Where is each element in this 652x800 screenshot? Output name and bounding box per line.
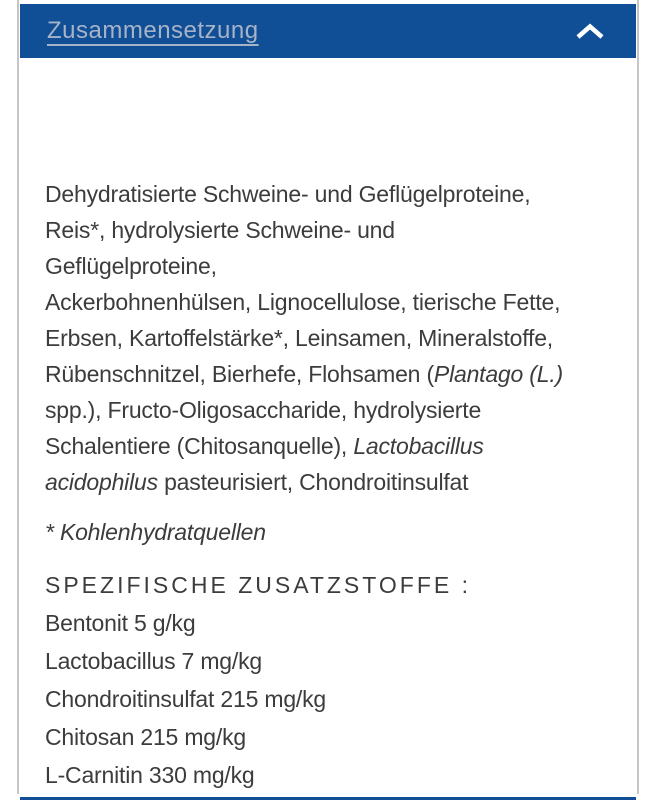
ingredient-text-segment: Rübenschnitzel, Bierhefe, Flohsamen ( bbox=[45, 361, 434, 387]
ingredient-text-segment: Ackerbohnenhülsen, Lignocellulose, tierische Fette, bbox=[45, 289, 561, 315]
ingredient-text-segment: Dehydratisierte Schweine- und Geflügelproteine, bbox=[45, 181, 531, 207]
additive-item: Lactobacillus 7 mg/kg bbox=[45, 648, 262, 674]
ingredient-text-segment: Erbsen, Kartoffelstärke*, Leinsamen, Mineralstoffe, bbox=[45, 325, 553, 351]
additives-list bbox=[45, 604, 610, 794]
ingredient-text-segment: pasteurisiert, Chondroitinsulfat bbox=[157, 469, 469, 495]
ingredients-text bbox=[45, 176, 610, 500]
additive-item: Chitosan 215 mg/kg bbox=[45, 724, 246, 750]
ingredient-line bbox=[45, 212, 610, 248]
ingredient-line bbox=[45, 464, 610, 500]
ingredient-line bbox=[45, 248, 610, 284]
ingredient-text-segment: Reis*, hydrolysierte Schweine- und bbox=[45, 217, 395, 243]
ingredient-text-segment: acidophilus bbox=[45, 469, 158, 495]
ingredient-line bbox=[45, 284, 610, 320]
ingredient-line bbox=[45, 320, 610, 356]
ingredient-line bbox=[45, 392, 610, 428]
additive-item: Bentonit 5 g/kg bbox=[45, 610, 196, 636]
panel-right-border bbox=[637, 0, 639, 794]
panel-left-border bbox=[17, 0, 19, 794]
ingredient-line bbox=[45, 176, 610, 212]
ingredient-text-segment: Plantago (L.) bbox=[433, 361, 564, 387]
ingredient-text-segment: Geflügelproteine, bbox=[45, 253, 217, 279]
ingredient-text-segment: spp.), Fructo-Oligosaccharide, hydrolysierte bbox=[45, 397, 482, 423]
accordion-header-zusammensetzung[interactable] bbox=[20, 4, 636, 58]
ingredient-line bbox=[45, 356, 610, 392]
ingredient-text-segment: Schalentiere (Chitosanquelle), bbox=[45, 433, 354, 459]
accordion-panel bbox=[17, 0, 639, 800]
additive-item: Chondroitinsulfat 215 mg/kg bbox=[45, 686, 326, 712]
additive-item: L-Carnitin 330 mg/kg bbox=[45, 762, 255, 788]
chevron-up-icon[interactable] bbox=[574, 23, 606, 39]
composition-content bbox=[20, 58, 636, 800]
ingredient-text-segment: Lactobacillus bbox=[353, 433, 484, 459]
specific-additives-heading: SPEZIFISCHE ZUSATZSTOFFE : bbox=[45, 572, 472, 598]
accordion-title-link[interactable]: Zusammensetzung bbox=[47, 17, 259, 44]
ingredient-line bbox=[45, 428, 610, 464]
carb-sources-footnote: * Kohlenhydratquellen bbox=[45, 519, 266, 545]
